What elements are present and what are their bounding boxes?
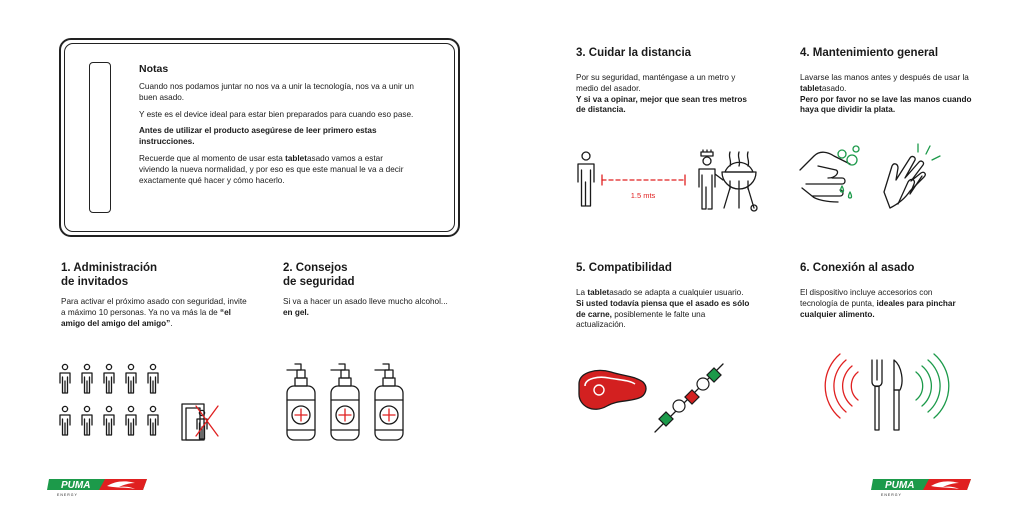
section-2-title xyxy=(283,261,453,289)
brand-name-right: PUMA xyxy=(885,480,915,491)
brand-sub-right: ENERGY xyxy=(881,493,902,497)
section-4 xyxy=(800,46,975,116)
brand-logo-right xyxy=(871,478,975,498)
section-4-title: 4. Mantenimiento general xyxy=(800,47,939,59)
section-5-text-e: posiblemente le falte una actualización. xyxy=(576,309,706,330)
section-4-text-b: tablet xyxy=(800,83,822,93)
section-4-text-d-bold: Pero por favor no se lave las manos cuando haya que dividir la plata. xyxy=(800,94,972,115)
section-5-text-d: Si usted todavía piensa que el asado es sólo de carne, xyxy=(576,298,750,319)
hand-washing-illustration xyxy=(798,140,948,212)
section-3-text-a: Por su seguridad, manténgase a un metro y medio del asador. xyxy=(576,73,736,93)
section-3-title: 3. Cuidar la distancia xyxy=(576,47,692,59)
distance-label: 1.5 mts xyxy=(630,191,656,200)
sanitizer-bottle-1 xyxy=(287,364,315,440)
notes-p4-c: asado vamos a estar viviendo la nueva normalidad, y por eso es que este manual le va a decir exactamente qué hacer y cómo hacerlo. xyxy=(139,153,404,185)
section-4-text xyxy=(800,73,975,95)
clapping-hands-icon xyxy=(884,144,940,208)
section-1 xyxy=(61,261,251,329)
griller-icon xyxy=(699,150,723,209)
section-4-text-a: Lavarse las manos antes y después de usar la xyxy=(800,73,969,82)
section-5 xyxy=(576,261,751,331)
section-5-text-a: La xyxy=(576,288,588,297)
section-1-text-a: Para activar el próximo asado con seguridad, invite a máximo 10 personas. Ya no va más la de xyxy=(61,297,247,317)
guests-row-1 xyxy=(60,364,158,393)
notes-paragraph-3-bold: Antes de utilizar el producto asegúrese de leer primero estas instrucciones. xyxy=(139,126,377,147)
steak-icon xyxy=(579,371,646,410)
section-5-text-2 xyxy=(576,299,751,331)
section-6-text-b: ideales para pinchar cualquier alimento. xyxy=(800,298,956,319)
section-6-text xyxy=(800,288,970,320)
section-3-text-b xyxy=(576,95,751,117)
notes-p4-b: tablet xyxy=(285,153,307,163)
section-1-title-line-2: de invitados xyxy=(61,276,129,288)
skewer-icon xyxy=(655,364,723,432)
section-1-text-c: . xyxy=(170,318,173,328)
section-6-title: 6. Conexión al asado xyxy=(800,262,915,274)
connected-cutlery-illustration xyxy=(832,344,942,434)
person-icon xyxy=(578,152,594,206)
brand-sub-left: ENERGY xyxy=(57,493,78,497)
section-6 xyxy=(800,261,970,320)
notes-p4-a: Recuerde que al momento de usar esta xyxy=(139,153,286,163)
section-5-title: 5. Compatibilidad xyxy=(576,262,672,274)
section-1-text-b: “el amigo del amigo del amigo” xyxy=(61,307,231,328)
guests-row-2 xyxy=(60,406,158,435)
notes-paragraph-3 xyxy=(139,126,414,148)
signal-waves-left xyxy=(825,354,858,418)
distance-marker xyxy=(602,175,685,185)
notes-paragraph-1: Cuando nos podamos juntar no nos va a unir la tecnología, nos va a unir un buen asado. xyxy=(139,82,414,102)
section-2-title-line-2: de seguridad xyxy=(283,276,355,288)
section-2-title-line-1: 2. Consejos xyxy=(283,262,348,274)
notes-side-bar xyxy=(89,62,111,213)
section-5-text-c: asado se adapta a cualquier usuario. xyxy=(609,288,744,297)
section-2-text xyxy=(283,297,453,319)
distance-illustration xyxy=(575,150,755,215)
notes-title: Notas xyxy=(139,63,169,75)
section-4-text-c: asado. xyxy=(821,83,847,93)
hand-sanitizer-illustration xyxy=(283,360,413,445)
section-5-text xyxy=(576,288,751,299)
door-blocked-icon xyxy=(182,404,218,440)
fork-icon xyxy=(872,360,882,430)
section-2-text-b: en gel. xyxy=(283,307,309,317)
section-1-title xyxy=(61,261,251,289)
section-3 xyxy=(576,46,751,116)
brand-logo-left xyxy=(47,478,151,498)
section-4-text-d xyxy=(800,95,975,117)
section-2 xyxy=(283,261,453,319)
sanitizer-bottle-3 xyxy=(375,364,403,440)
section-1-title-line-1: 1. Administración xyxy=(61,262,158,274)
notes-paragraph-2: Y este es el device ideal para estar bien preparados para cuando eso pase. xyxy=(139,109,414,119)
sanitizer-bottle-2 xyxy=(331,364,359,440)
section-3-text-b-bold: Y si va a opinar, mejor que sean tres metros de distancia. xyxy=(576,94,747,115)
section-6-text-a: El dispositivo incluye accesorios con tecnología de punta, xyxy=(800,288,933,308)
section-2-text-a: Si va a hacer un asado lleve mucho alcohol... xyxy=(283,297,448,306)
guests-illustration xyxy=(58,362,243,447)
section-1-text xyxy=(61,297,251,329)
notes-content xyxy=(139,63,414,192)
notes-paragraph-4 xyxy=(139,154,414,186)
brand-name-left: PUMA xyxy=(61,480,91,491)
signal-waves-right xyxy=(916,354,949,418)
washing-hands-icon xyxy=(800,146,859,202)
barbecue-grill-icon xyxy=(722,152,757,211)
section-5-text-b: tablet xyxy=(587,288,610,297)
food-illustration xyxy=(575,360,735,440)
knife-icon xyxy=(894,360,902,430)
